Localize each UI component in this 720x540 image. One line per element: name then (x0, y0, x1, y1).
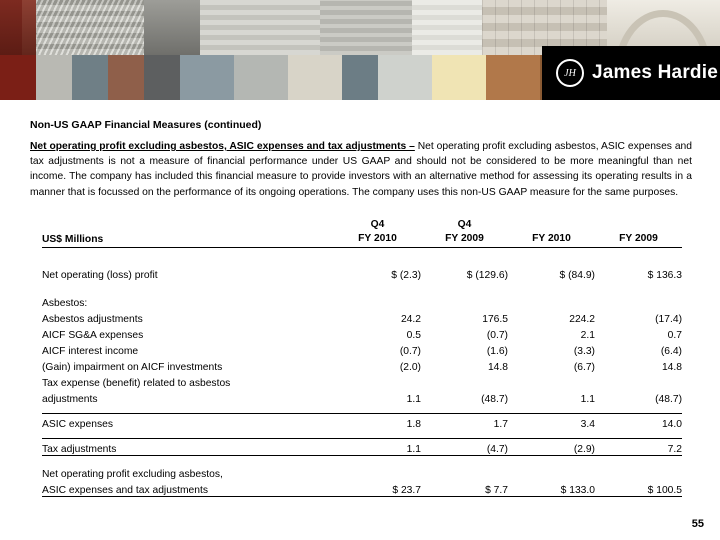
row-value-fy2010: $ 133.0 (508, 480, 595, 497)
row-value-q4-fy2009: (4.7) (421, 439, 508, 456)
paragraph-lead-in: Net operating profit excluding asbestos, ASIC expenses and tax adjustments – (30, 141, 415, 152)
table-col-header-1-line2: FY 2010 (358, 232, 397, 244)
row-value-q4-fy2010: (0.7) (399, 346, 421, 357)
photo-panel-red-brick (0, 0, 22, 55)
table-row (42, 341, 682, 357)
table-row (42, 480, 682, 497)
row-value-q4-fy2010: (2.0) (399, 362, 421, 373)
row-value-q4-fy2010: $ 23.7 (334, 480, 421, 497)
row-value-fy2010: 3.4 (508, 414, 595, 431)
table-spacer (42, 248, 682, 266)
table-row (42, 309, 682, 325)
row-value-q4-fy2009: (48.7) (481, 394, 508, 405)
row-value-fy2010: (6.7) (573, 362, 595, 373)
row-label: adjustments (42, 394, 98, 405)
row-value-fy2010 (508, 373, 595, 389)
explanatory-paragraph (30, 139, 692, 200)
row-label: AICF SG&A expenses (42, 330, 144, 341)
financial-table-body (42, 218, 682, 497)
table-row (42, 373, 682, 389)
row-value-fy2010 (508, 464, 595, 480)
table-row (42, 464, 682, 480)
page-number: 55 (691, 518, 704, 530)
row-label: ASIC expenses (42, 414, 334, 431)
table-col-header-4 (595, 218, 682, 248)
row-value-fy2009: (17.4) (655, 314, 682, 325)
row-value-fy2009 (595, 373, 682, 389)
color-swatch-4 (144, 55, 180, 100)
table-row (42, 265, 682, 281)
slide-header-banner (0, 0, 720, 100)
photo-panel-brick (22, 0, 36, 55)
photo-panel-siding-mid (320, 0, 412, 55)
table-spacer (42, 281, 682, 293)
row-value-q4-fy2009 (421, 464, 508, 480)
photo-panel-stone (36, 0, 144, 55)
table-spacer (42, 405, 682, 414)
color-swatch-10 (432, 55, 486, 100)
paragraph-body: Net operating profit excluding asbestos, ASIC expenses and tax adjustments is not a measure of financial performance under US GAAP and should not be considered to be more meaningful than net income. The company has included this financial measure to provide investors with an alternative method for assessing its operating results in a manner that is focussed on the performance of its ongoing operations. The company uses this non-US GAAP measure for the same purposes. (30, 141, 692, 198)
table-col-header-1-line1: Q4 (370, 219, 385, 230)
brand-name: James Hardie (592, 62, 718, 83)
row-value-q4-fy2010: 1.1 (406, 394, 421, 405)
row-value-fy2009 (595, 464, 682, 480)
color-swatch-5 (180, 55, 234, 100)
row-value-q4-fy2009 (421, 293, 508, 309)
row-value-q4-fy2009: 1.7 (421, 414, 508, 431)
color-swatch-0 (0, 55, 36, 100)
row-value-fy2009: 14.0 (595, 414, 682, 431)
table-row (42, 389, 682, 405)
color-swatch-3 (108, 55, 144, 100)
slide-content (0, 100, 720, 540)
row-value-q4-fy2010 (334, 373, 421, 389)
row-label: ASIC expenses and tax adjustments (42, 480, 334, 497)
row-value-q4-fy2009: 14.8 (487, 362, 508, 373)
row-value-q4-fy2009: (1.6) (486, 346, 508, 357)
table-row (42, 357, 682, 373)
color-swatch-8 (342, 55, 378, 100)
color-swatch-7 (288, 55, 342, 100)
color-swatch-11 (486, 55, 540, 100)
table-row (42, 293, 682, 309)
row-value-fy2009 (595, 293, 682, 309)
row-value-fy2009: 14.8 (661, 362, 682, 373)
table-row (42, 439, 682, 456)
table-col-header-3-line2: FY 2010 (532, 232, 571, 244)
james-hardie-monogram-icon (556, 59, 584, 87)
row-label: Tax expense (benefit) related to asbestos (42, 378, 231, 389)
color-swatch-6 (234, 55, 288, 100)
color-swatch-2 (72, 55, 108, 100)
table-row (42, 414, 682, 431)
table-spacer (42, 456, 682, 465)
row-label: Tax adjustments (42, 439, 334, 456)
row-value-fy2010: (2.9) (508, 439, 595, 456)
row-value-q4-fy2010: 1.8 (334, 414, 421, 431)
row-label: AICF interest income (42, 346, 139, 357)
row-value-q4-fy2010: 24.2 (400, 314, 421, 325)
row-label: Net operating (loss) profit (42, 270, 158, 281)
color-swatch-1 (36, 55, 72, 100)
row-value-q4-fy2009: (0.7) (486, 330, 508, 341)
row-value-fy2010: $ (84.9) (559, 270, 595, 281)
page-title: Non-US GAAP Financial Measures (continued) (30, 119, 262, 131)
row-value-q4-fy2009: $ (129.6) (466, 270, 508, 281)
table-col-header-1 (334, 218, 421, 248)
row-label: Net operating profit excluding asbestos, (42, 469, 223, 480)
row-value-fy2010: 1.1 (580, 394, 595, 405)
row-label: Asbestos adjustments (42, 314, 143, 325)
brand-logo (542, 46, 720, 100)
photo-panel-siding-light (200, 0, 320, 55)
row-value-q4-fy2009: 176.5 (482, 314, 508, 325)
table-col-header-2-line2: FY 2009 (445, 232, 484, 244)
row-value-fy2009: 0.7 (667, 330, 682, 341)
row-value-fy2010: 224.2 (569, 314, 595, 325)
row-value-q4-fy2010: 1.1 (334, 439, 421, 456)
row-value-fy2009: $ 100.5 (595, 480, 682, 497)
row-value-fy2009: (6.4) (660, 346, 682, 357)
row-value-fy2010: 2.1 (580, 330, 595, 341)
row-value-q4-fy2010: 0.5 (406, 330, 421, 341)
table-row (42, 325, 682, 341)
row-value-fy2010 (508, 293, 595, 309)
table-col-header-2-line1: Q4 (457, 219, 472, 230)
table-header-row (42, 218, 682, 248)
row-value-q4-fy2009: $ 7.7 (421, 480, 508, 497)
row-value-q4-fy2009 (421, 373, 508, 389)
table-row-label-header: US$ Millions (42, 218, 334, 248)
table-col-header-3 (508, 218, 595, 248)
color-swatch-9 (378, 55, 432, 100)
table-col-header-4-line2: FY 2009 (619, 232, 658, 244)
row-value-fy2009: (48.7) (655, 394, 682, 405)
row-label: Asbestos: (42, 298, 88, 309)
photo-panel-siding-white (412, 0, 482, 55)
table-spacer (42, 430, 682, 439)
row-value-q4-fy2010 (334, 293, 421, 309)
financial-table (42, 218, 682, 497)
photo-panel-grey (144, 0, 200, 55)
row-value-fy2009: 7.2 (595, 439, 682, 456)
table-col-header-2 (421, 218, 508, 248)
row-value-fy2009: $ 136.3 (647, 270, 682, 281)
row-value-fy2010: (3.3) (573, 346, 595, 357)
row-label: (Gain) impairment on AICF investments (42, 362, 223, 373)
row-value-q4-fy2010 (334, 464, 421, 480)
row-value-q4-fy2010: $ (2.3) (391, 270, 421, 281)
